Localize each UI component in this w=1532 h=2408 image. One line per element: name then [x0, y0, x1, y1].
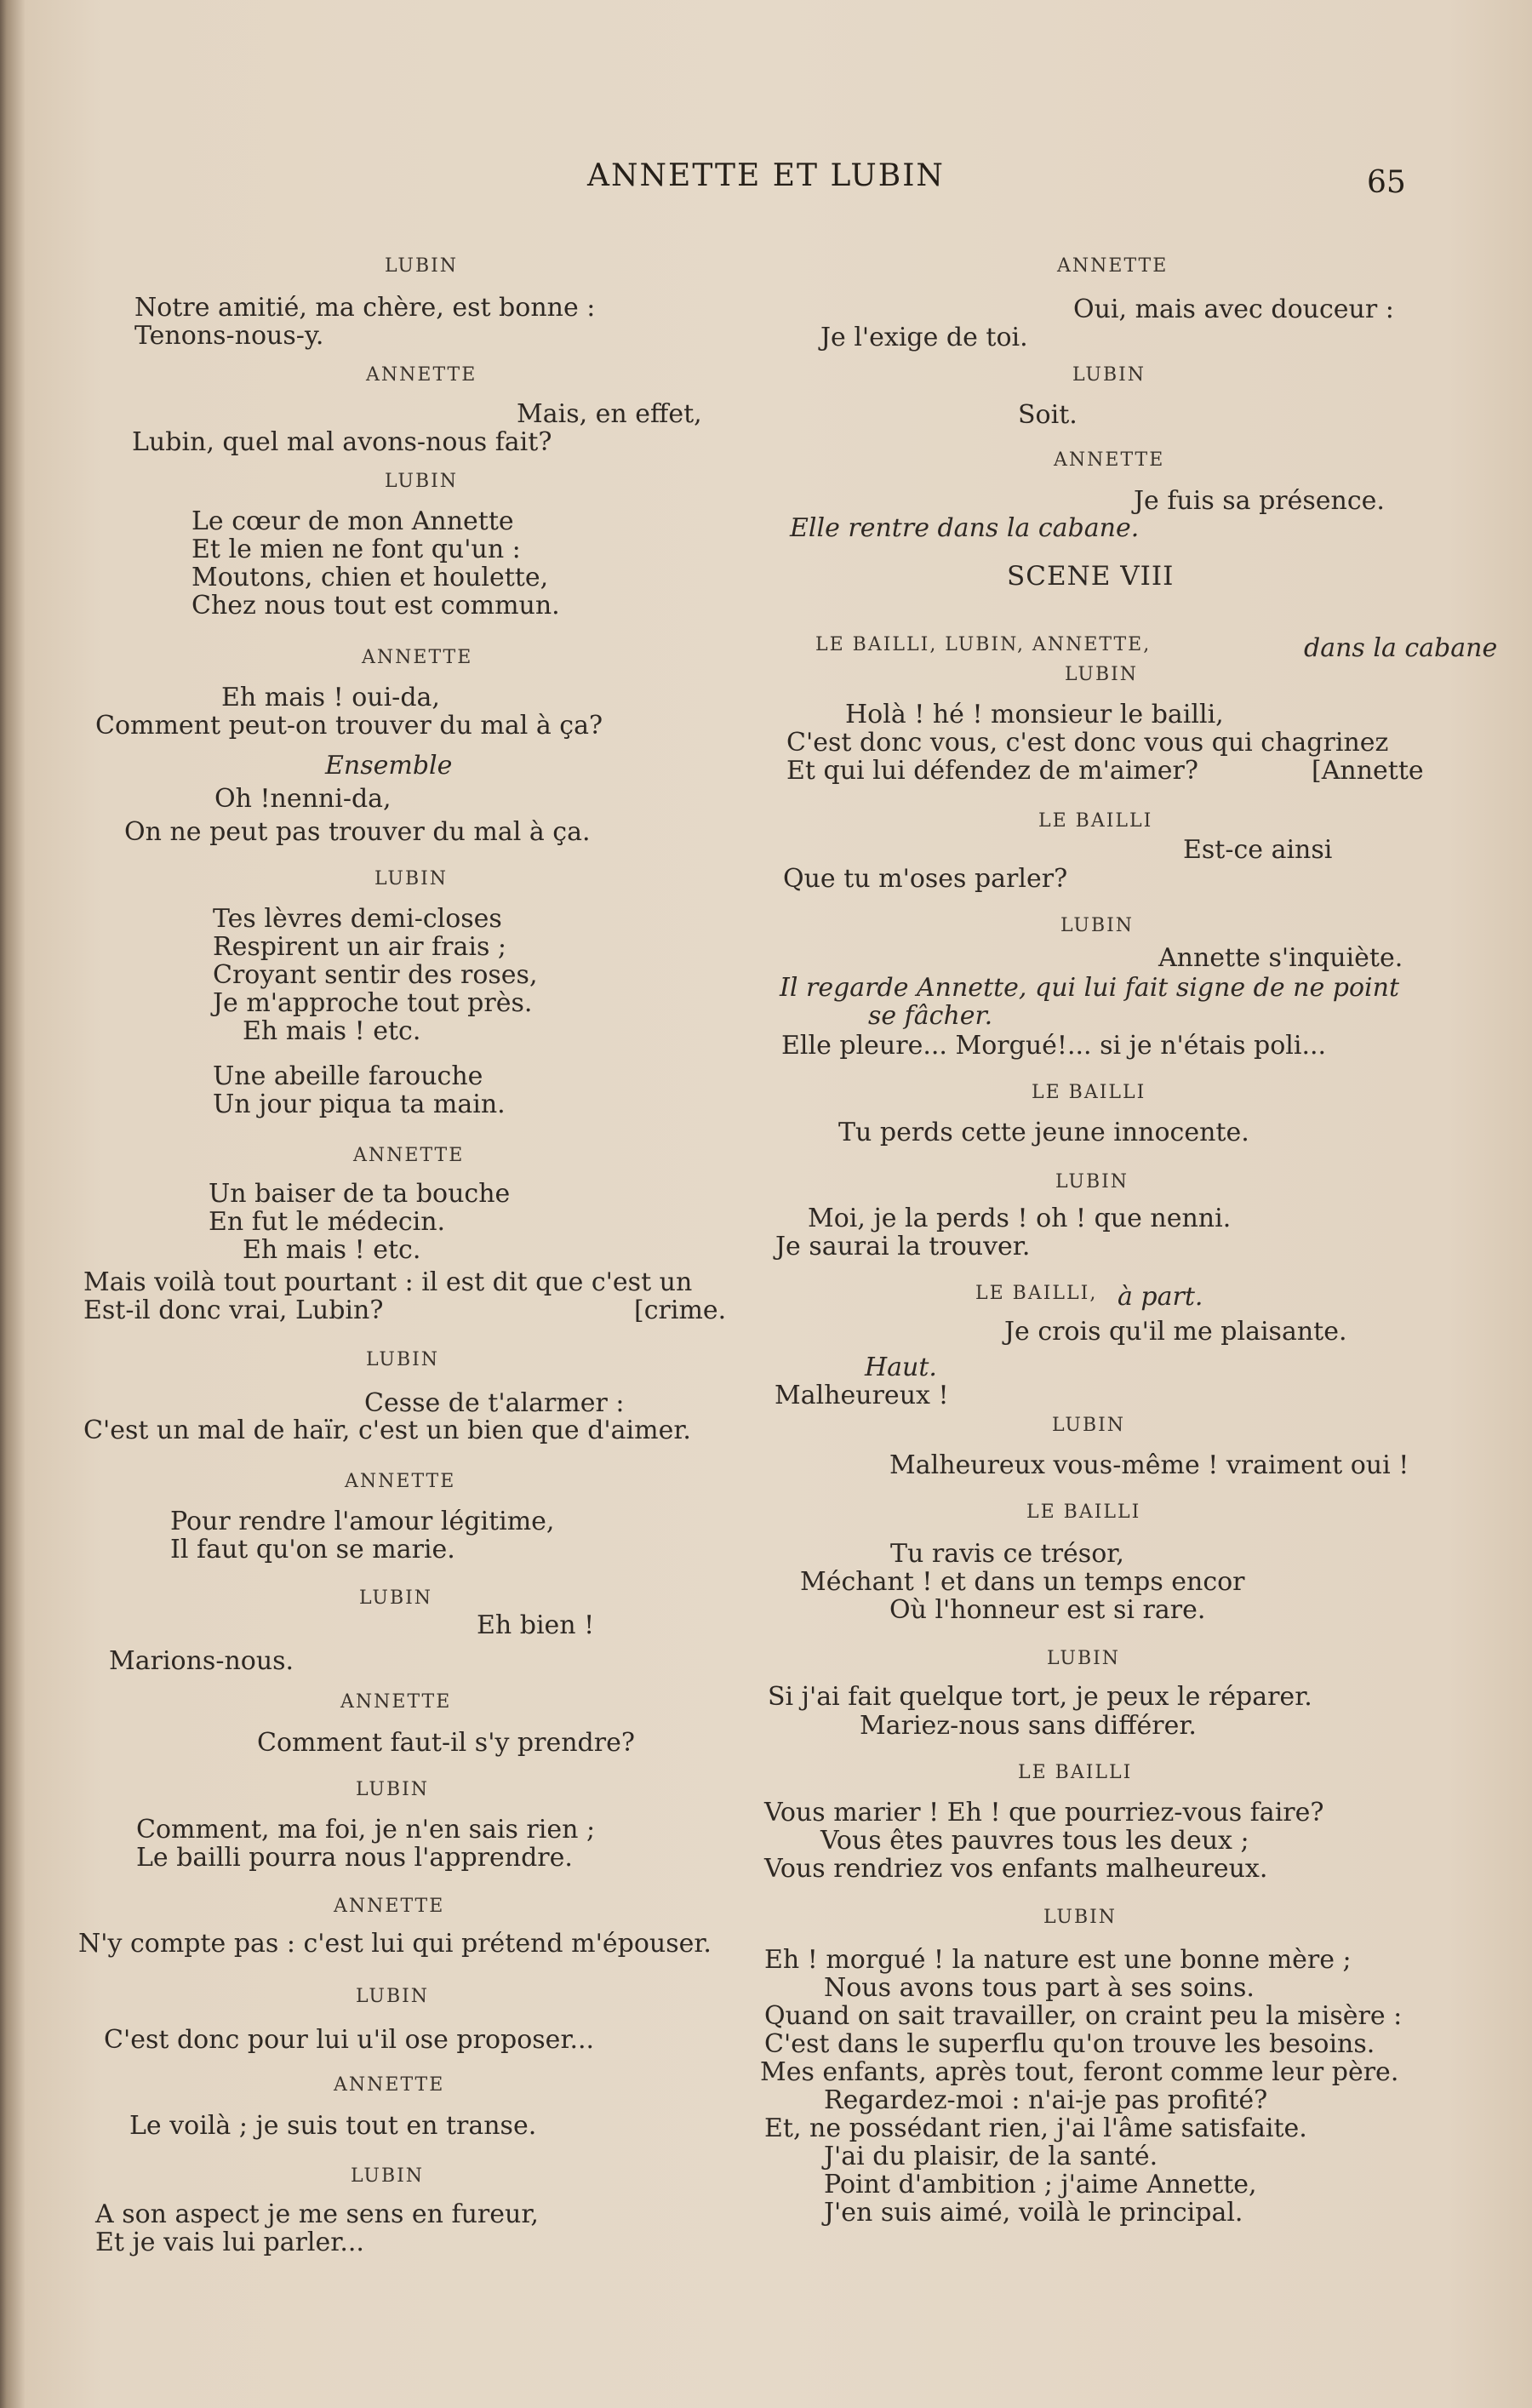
stage-direction: dans la cabane: [1304, 633, 1498, 663]
verse-line: Eh mais ! etc.: [243, 1235, 421, 1265]
verse-line: Elle pleure... Morgué!... si je n'étais poli...: [781, 1031, 1327, 1061]
verse-line: Vous êtes pauvres tous les deux ;: [820, 1826, 1249, 1856]
verse-line: Marions-nous.: [109, 1646, 294, 1676]
speaker-name: LUBIN: [1043, 1907, 1118, 1928]
speaker-name: LE BAILLI: [1032, 1082, 1146, 1103]
speaker-name: ANNETTE: [340, 1691, 452, 1713]
verse-line: C'est donc pour lui u'il ose proposer...: [104, 2025, 595, 2055]
verse-line: A son aspect je me sens en fureur,: [95, 2199, 539, 2229]
stage-direction: Il regarde Annette, qui lui fait signe de ne point: [780, 973, 1400, 1003]
verse-line: Respirent un air frais ;: [213, 932, 507, 962]
speaker-name: LE BAILLI,: [975, 1283, 1098, 1304]
verse-line: Il faut qu'on se marie.: [170, 1535, 455, 1564]
speaker-name: ANNETTE: [1054, 449, 1165, 471]
verse-line: Point d'ambition ; j'aime Annette,: [824, 2170, 1257, 2199]
verse-line: Que tu m'oses parler?: [783, 864, 1068, 894]
verse-line: Mais, en effet,: [517, 399, 702, 429]
scene-heading: SCENE VIII: [1007, 561, 1175, 592]
speaker-name: LE BAILLI: [1038, 810, 1153, 832]
verse-line: Est-il donc vrai, Lubin?: [83, 1296, 384, 1325]
verse-line: Regardez-moi : n'ai-je pas profité?: [824, 2085, 1268, 2115]
verse-line: Mais voilà tout pourtant : il est dit que c'est un: [83, 1267, 693, 1297]
verse-line: Je crois qu'il me plaisante.: [1004, 1317, 1347, 1347]
speaker-name: LUBIN: [366, 1349, 440, 1370]
speaker-name: LUBIN: [1052, 1415, 1126, 1436]
verse-line: Mariez-nous sans différer.: [860, 1711, 1197, 1741]
speaker-name: LUBIN: [1055, 1171, 1129, 1193]
verse-line: Comment faut-il s'y prendre?: [257, 1728, 635, 1758]
page-number: 65: [1367, 165, 1406, 200]
verse-line: C'est donc vous, c'est donc vous qui chagrinez: [786, 728, 1389, 758]
verse-line: [Annette: [1312, 756, 1424, 786]
verse-line: Notre amitié, ma chère, est bonne :: [134, 293, 596, 323]
verse-line: C'est un mal de haïr, c'est un bien que d'aimer.: [83, 1416, 691, 1445]
speaker-name: LUBIN: [385, 471, 459, 492]
speaker-name: LE BAILLI: [1018, 1762, 1133, 1783]
speaker-name: LUBIN: [356, 1986, 430, 2007]
verse-line: J'ai du plaisir, de la santé.: [824, 2142, 1158, 2171]
speaker-name: LE BAILLI, LUBIN, ANNETTE,: [815, 634, 1152, 655]
speaker-name: LUBIN: [1047, 1648, 1121, 1669]
stage-direction: Haut.: [865, 1353, 937, 1382]
verse-line: Malheureux vous-même ! vraiment oui !: [889, 1450, 1409, 1480]
verse-line: Tenons-nous-y.: [134, 321, 324, 351]
verse-line: Moutons, chien et houlette,: [192, 563, 549, 592]
verse-line: Le voilà ; je suis tout en transe.: [129, 2111, 537, 2141]
verse-line: Lubin, quel mal avons-nous fait?: [132, 427, 552, 457]
verse-line: Quand on sait travailler, on craint peu la misère :: [764, 2001, 1403, 2031]
verse-line: Je saurai la trouver.: [775, 1232, 1031, 1261]
verse-line: Moi, je la perds ! oh ! que nenni.: [808, 1204, 1232, 1233]
verse-line: Est-ce ainsi: [1183, 835, 1333, 865]
verse-line: Eh bien !: [477, 1610, 595, 1640]
verse-line: Vous rendriez vos enfants malheureux.: [764, 1854, 1268, 1884]
verse-line: Tes lèvres demi-closes: [213, 904, 502, 934]
verse-line: Tu ravis ce trésor,: [890, 1539, 1124, 1569]
verse-line: N'y compte pas : c'est lui qui prétend m'épouser.: [78, 1929, 712, 1959]
verse-line: Tu perds cette jeune innocente.: [838, 1118, 1249, 1147]
speaker-name: ANNETTE: [345, 1471, 456, 1492]
speaker-name: LUBIN: [385, 255, 459, 277]
verse-line: Et le mien ne font qu'un :: [192, 535, 521, 564]
verse-line: Eh mais ! oui-da,: [221, 683, 440, 712]
verse-line: Croyant sentir des roses,: [213, 960, 538, 990]
verse-line: En fut le médecin.: [209, 1207, 446, 1237]
speaker-name: ANNETTE: [334, 2074, 445, 2096]
verse-line: Eh ! morgué ! la nature est une bonne mère ;: [764, 1945, 1352, 1975]
verse-line: Soit.: [1018, 400, 1078, 430]
speaker-name: ANNETTE: [362, 647, 473, 668]
verse-line: Un baiser de ta bouche: [209, 1179, 511, 1209]
verse-line: J'en suis aimé, voilà le principal.: [824, 2198, 1243, 2228]
speaker-name: ANNETTE: [334, 1896, 445, 1917]
speaker-name: ANNETTE: [366, 364, 477, 386]
verse-line: Le bailli pourra nous l'apprendre.: [136, 1843, 573, 1873]
verse-line: Une abeille farouche: [213, 1061, 483, 1091]
verse-line: Comment, ma foi, je n'en sais rien ;: [136, 1815, 596, 1845]
speaker-name: LUBIN: [351, 2165, 425, 2187]
verse-line: Chez nous tout est commun.: [192, 591, 560, 621]
verse-line: Eh mais ! etc.: [243, 1016, 421, 1046]
verse-line: Je l'exige de toi.: [820, 323, 1028, 352]
stage-direction: se fâcher.: [868, 1001, 993, 1031]
verse-line: [crime.: [634, 1296, 727, 1325]
verse-line: Et qui lui défendez de m'aimer?: [786, 756, 1198, 786]
verse-line: Et je vais lui parler...: [95, 2228, 364, 2257]
verse-line: Comment peut-on trouver du mal à ça?: [95, 711, 603, 741]
speaker-name: LE BAILLI: [1026, 1501, 1141, 1523]
stage-direction: Elle rentre dans la cabane.: [790, 513, 1140, 543]
speaker-name: LUBIN: [356, 1779, 430, 1800]
verse-line: Holà ! hé ! monsieur le bailli,: [845, 700, 1224, 729]
verse-line: Annette s'inquiète.: [1158, 943, 1403, 973]
verse-line: Un jour piqua ta main.: [213, 1090, 506, 1119]
verse-line: Mes enfants, après tout, feront comme leur père.: [760, 2057, 1399, 2087]
verse-line: Cesse de t'alarmer :: [364, 1388, 625, 1418]
speaker-name: LUBIN: [1065, 664, 1139, 685]
speaker-name: LUBIN: [1072, 364, 1146, 386]
verse-line: Si j'ai fait quelque tort, je peux le réparer.: [768, 1682, 1312, 1712]
speaker-name: LUBIN: [359, 1587, 433, 1609]
verse-line: Je m'approche tout près.: [213, 988, 533, 1018]
verse-line: Vous marier ! Eh ! que pourriez-vous faire?: [764, 1798, 1324, 1827]
verse-line: Je fuis sa présence.: [1134, 486, 1385, 516]
stage-direction: à part.: [1118, 1282, 1203, 1312]
speaker-name: LUBIN: [374, 868, 449, 889]
verse-line: C'est dans le superflu qu'on trouve les besoins.: [764, 2029, 1375, 2059]
verse-line: Pour rendre l'amour légitime,: [170, 1507, 555, 1536]
verse-line: Où l'honneur est si rare.: [889, 1595, 1206, 1625]
speaker-name: ANNETTE: [353, 1145, 465, 1166]
verse-line: On ne peut pas trouver du mal à ça.: [124, 817, 591, 847]
verse-line: Le cœur de mon Annette: [192, 506, 514, 536]
verse-line: Malheureux !: [775, 1381, 949, 1410]
verse-line: Oui, mais avec douceur :: [1073, 295, 1394, 324]
speaker-name: LUBIN: [1060, 915, 1135, 936]
running-header: ANNETTE ET LUBIN: [587, 158, 945, 193]
verse-line: Nous avons tous part à ses soins.: [824, 1973, 1255, 2003]
verse-line: Oh !nenni-da,: [214, 784, 392, 814]
verse-line: Méchant ! et dans un temps encor: [800, 1567, 1245, 1597]
stage-direction: Ensemble: [325, 751, 453, 781]
verse-line: Et, ne possédant rien, j'ai l'âme satisfaite.: [764, 2113, 1307, 2143]
speaker-name: ANNETTE: [1057, 255, 1169, 277]
